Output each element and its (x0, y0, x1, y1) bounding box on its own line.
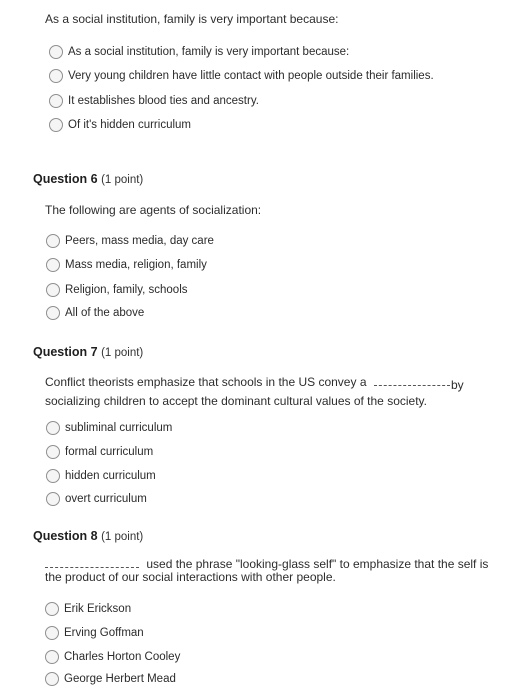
q6-option-3[interactable] (46, 281, 188, 299)
radio-button[interactable] (45, 602, 59, 616)
radio-button[interactable] (46, 492, 60, 506)
q8-option-1[interactable] (45, 600, 131, 618)
question-points: (1 point) (101, 174, 144, 186)
question-title: Question 6 (33, 172, 98, 186)
radio-button[interactable] (46, 306, 60, 320)
radio-button[interactable] (49, 69, 63, 83)
radio-button[interactable] (46, 421, 60, 435)
option-label: Mass media, religion, family (65, 259, 207, 271)
radio-button[interactable] (45, 672, 59, 686)
question-8-stem-line-1 (45, 557, 488, 571)
q7-option-2[interactable] (46, 443, 153, 461)
radio-button[interactable] (45, 650, 59, 664)
option-label: formal curriculum (65, 446, 154, 458)
question-6-header (33, 172, 143, 186)
option-label: subliminal curriculum (65, 422, 173, 434)
radio-button[interactable] (46, 445, 60, 459)
radio-button[interactable] (45, 626, 59, 640)
option-label: Erik Erickson (64, 603, 132, 615)
q7-option-1[interactable] (46, 419, 172, 437)
radio-button[interactable] (46, 283, 60, 297)
q6-option-2[interactable] (46, 256, 207, 274)
question-6-stem: The following are agents of socialization: (45, 203, 262, 217)
option-label: It establishes blood ties and ancestry. (68, 95, 259, 107)
q5-option-2[interactable] (49, 67, 434, 85)
option-label: Erving Goffman (64, 627, 144, 639)
question-7-header (33, 345, 143, 359)
option-label: George Herbert Mead (64, 673, 176, 685)
question-8-stem-line-2: the product of our social interactions with other people. (45, 570, 336, 584)
radio-button[interactable] (46, 234, 60, 248)
option-label: All of the above (65, 307, 145, 319)
option-label: Peers, mass media, day care (65, 235, 214, 247)
option-label: As a social institution, family is very important because: (68, 46, 350, 58)
option-label: Charles Horton Cooley (64, 651, 181, 663)
question-title: Question 8 (33, 529, 98, 543)
option-label: hidden curriculum (65, 470, 156, 482)
question-7-stem-line-2: socializing children to accept the dominant cultural values of the society. (45, 394, 427, 408)
option-label: Very young children have little contact with people outside their families. (68, 70, 434, 82)
q8-option-4[interactable] (45, 670, 176, 688)
fill-in-blank (45, 557, 139, 568)
stem-text: Conflict theorists emphasize that schools in the US convey a (45, 375, 367, 389)
q5-option-4[interactable] (49, 116, 191, 134)
question-title: Question 7 (33, 345, 98, 359)
q7-option-4[interactable] (46, 490, 147, 508)
radio-button[interactable] (49, 45, 63, 59)
q6-option-1[interactable] (46, 232, 214, 250)
q7-option-3[interactable] (46, 467, 156, 485)
radio-button[interactable] (49, 94, 63, 108)
option-label: Religion, family, schools (65, 284, 188, 296)
question-points: (1 point) (101, 531, 144, 543)
q8-option-2[interactable] (45, 624, 144, 642)
question-8-header (33, 529, 143, 543)
radio-button[interactable] (49, 118, 63, 132)
question-5-stem: As a social institution, family is very important because: (45, 12, 339, 26)
stem-by-text: by (451, 378, 464, 392)
question-points: (1 point) (101, 347, 144, 359)
radio-button[interactable] (46, 469, 60, 483)
option-label: Of it's hidden curriculum (68, 119, 191, 131)
fill-in-blank (374, 375, 450, 386)
radio-button[interactable] (46, 258, 60, 272)
option-label: overt curriculum (65, 493, 147, 505)
stem-text: used the phrase "looking-glass self" to emphasize that the self is (146, 557, 489, 571)
q8-option-3[interactable] (45, 648, 180, 666)
q5-option-3[interactable] (49, 92, 259, 110)
q6-option-4[interactable] (46, 304, 144, 322)
q5-option-1[interactable] (49, 43, 349, 61)
question-7-stem-line-1 (45, 375, 450, 389)
